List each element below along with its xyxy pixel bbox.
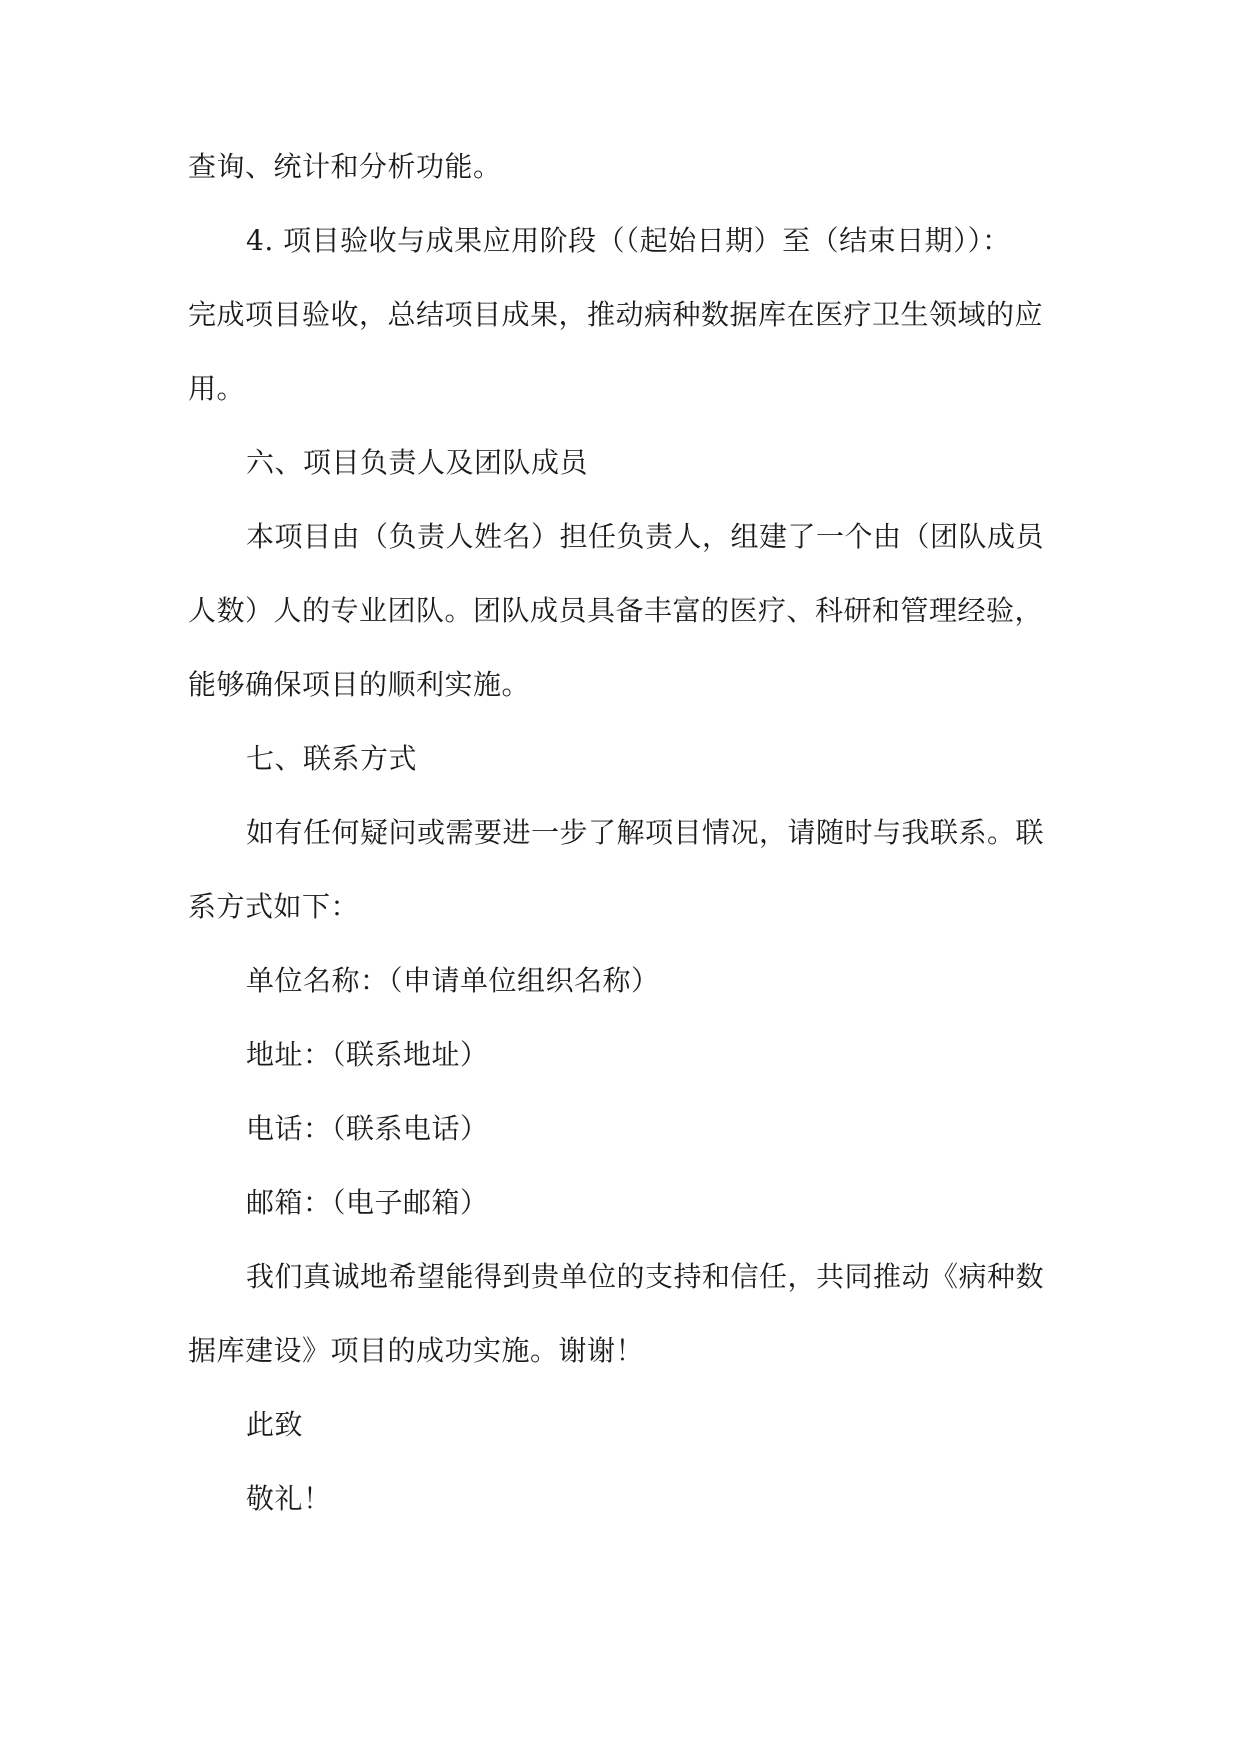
closing-line: 此致 xyxy=(246,1408,304,1441)
text-line: 查询、统计和分析功能。 xyxy=(188,150,502,183)
contact-organization: 单位名称：（申请单位组织名称） xyxy=(246,964,660,997)
document-body xyxy=(188,145,1058,1551)
text-line: 本项目由（负责人姓名）担任负责人，组建了一个由（团队成员 xyxy=(246,520,1045,553)
text-line: 人数）人的专业团队。团队成员具备丰富的医疗、科研和管理经验， xyxy=(188,594,1044,627)
text-line: 如有任何疑问或需要进一步了解项目情况，请随时与我联系。联 xyxy=(246,816,1045,849)
section-heading: 七、联系方式 xyxy=(246,742,418,775)
closing-salute: 敬礼！ xyxy=(246,1482,332,1515)
text-line: 用。 xyxy=(188,372,246,405)
text-line: 能够确保项目的顺利实施。 xyxy=(188,668,531,701)
text-line: 完成项目验收，总结项目成果，推动病种数据库在医疗卫生领域的应 xyxy=(188,298,1044,331)
text-line: 系方式如下： xyxy=(188,890,360,923)
text-line: 据库建设》项目的成功实施。谢谢！ xyxy=(188,1334,645,1367)
section-heading: 六、项目负责人及团队成员 xyxy=(246,446,589,479)
contact-email: 邮箱：（电子邮箱） xyxy=(246,1186,489,1219)
text-line: 我们真诚地希望能得到贵单位的支持和信任，共同推动《病种数 xyxy=(246,1260,1045,1293)
contact-address: 地址：（联系地址） xyxy=(246,1038,489,1071)
contact-phone: 电话：（联系电话） xyxy=(246,1112,489,1145)
text-line: 4. 项目验收与成果应用阶段（（起始日期）至（结束日期））： xyxy=(246,224,1011,257)
